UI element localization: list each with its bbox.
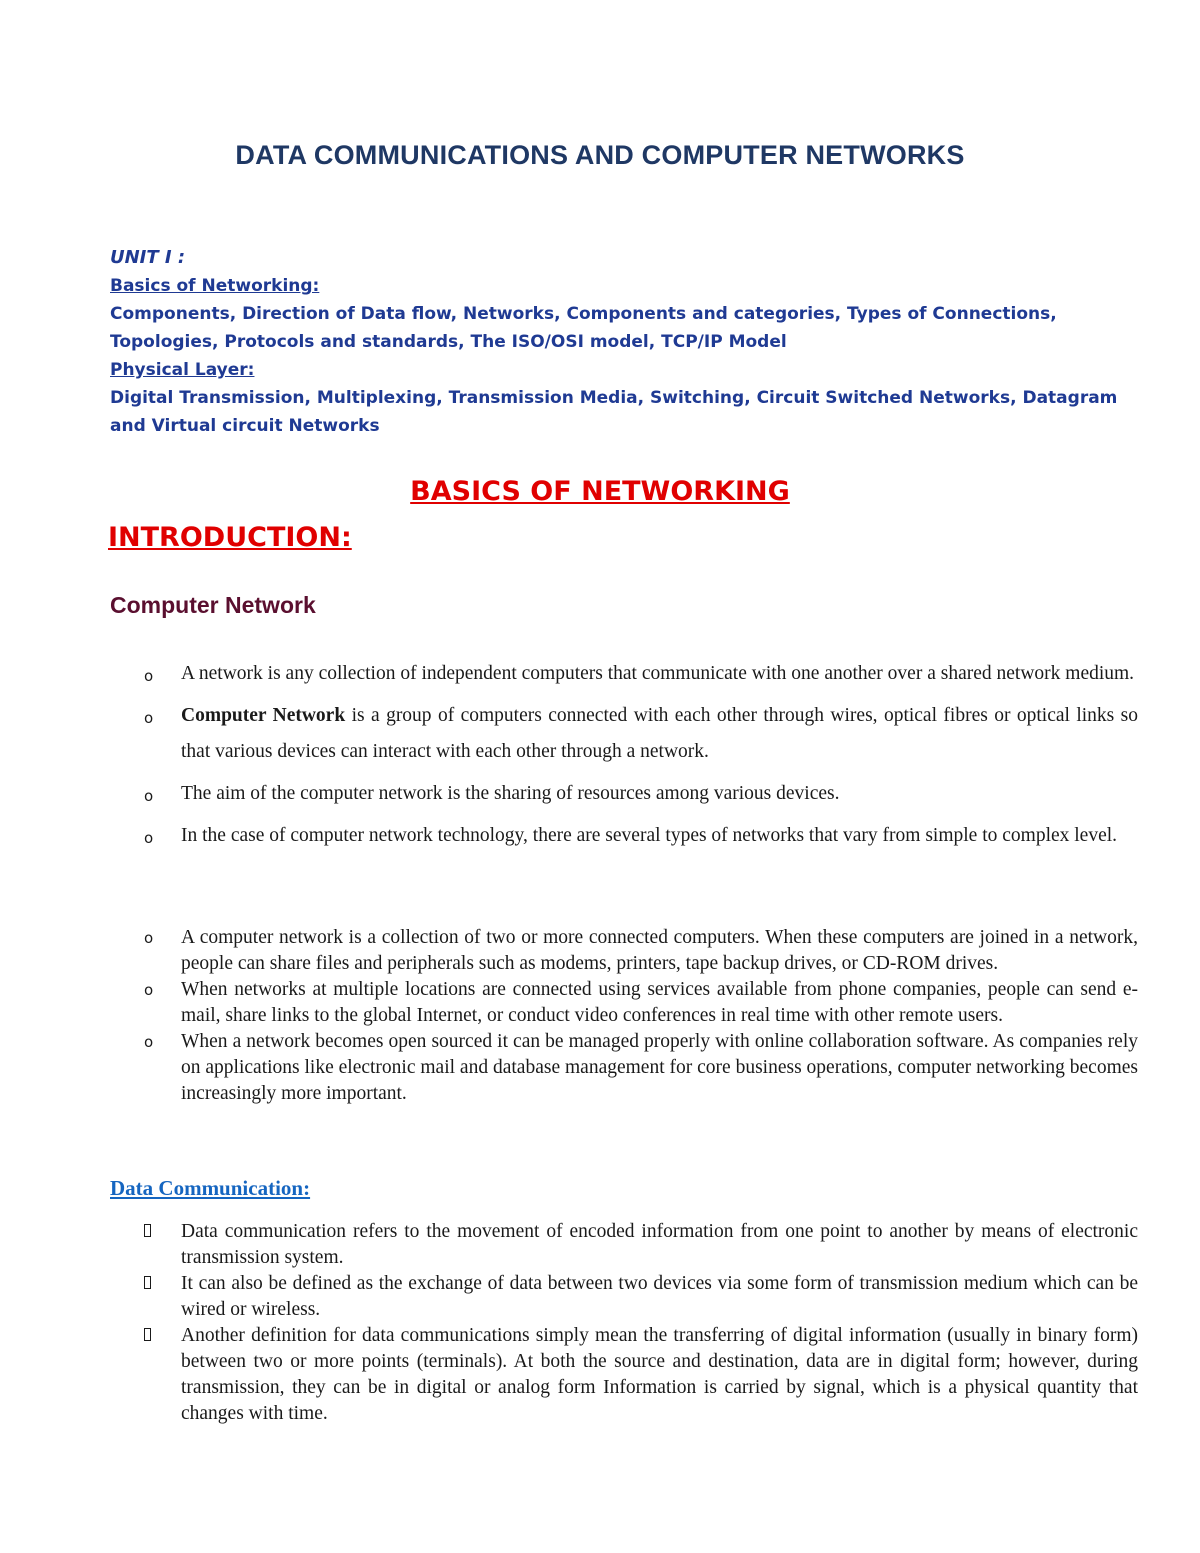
introduction-heading: INTRODUCTION: — [108, 522, 352, 553]
list-item-text: In the case of computer network technology, there are several types of networks that vary from simple to complex level. — [181, 825, 1118, 846]
list-item-text: A computer network is a collection of two or more connected computers. When these computers are joined in a network, people can share files and peripherals such as modems, printers, tape backup drives, or CD-ROM drives. — [181, 927, 1138, 974]
circle-bullet-icon: o — [144, 787, 154, 805]
list-item — [110, 925, 1138, 977]
list-item-text: Data communication refers to the movement of encoded information from one point to another by means of electronic transmission system. — [181, 1221, 1138, 1268]
basics-topics-line-2: Topologies, Protocols and standards, The ISO/OSI model, TCP/IP Model — [110, 332, 787, 352]
list-item — [110, 1271, 1138, 1323]
basics-heading: Basics of Networking: — [110, 276, 320, 296]
unit-label: UNIT I : — [110, 247, 186, 268]
list-item-text: When a network becomes open sourced it can be managed properly with online collaboration software. As companies rely on applications like electronic mail and database management for core business operations, computer networking becomes increasingly more important. — [181, 1031, 1138, 1104]
list-item — [110, 1323, 1138, 1427]
list-item — [110, 698, 1138, 770]
list-item-text: A network is any collection of independent computers that communicate with one another over a shared network medium. — [181, 663, 1135, 684]
circle-bullet-icon: o — [144, 1033, 154, 1051]
data-communication-list — [110, 1219, 1138, 1427]
square-bullet-icon — [144, 1224, 151, 1237]
list-item-text: It can also be defined as the exchange of data between two devices via some form of transmission medium which can be wired or wireless. — [181, 1273, 1138, 1320]
circle-bullet-icon: o — [144, 709, 154, 727]
syllabus-block — [110, 244, 1140, 440]
list-item-text: When networks at multiple locations are connected using services available from phone companies, people can send e-mail, share links to the global Internet, or conduct video conferences in real time with other remote users. — [181, 979, 1138, 1026]
square-bullet-icon — [144, 1276, 151, 1289]
circle-bullet-icon: o — [144, 667, 154, 685]
circle-bullet-icon: o — [144, 929, 154, 947]
list-item — [110, 818, 1138, 854]
list-item — [110, 656, 1138, 692]
computer-network-list-continued — [110, 925, 1138, 1107]
physical-layer-heading: Physical Layer: — [110, 360, 255, 380]
data-communication-heading: Data Communication: — [110, 1176, 311, 1200]
list-item — [110, 1029, 1138, 1107]
list-item-bold-term: Computer Network — [181, 705, 346, 726]
basics-topics-line-1: Components, Direction of Data flow, Networks, Components and categories, Types of Connections, — [110, 304, 1057, 324]
circle-bullet-icon: o — [144, 829, 154, 847]
physical-topics-line-1: Digital Transmission, Multiplexing, Transmission Media, Switching, Circuit Switched Networks, Datagram — [110, 388, 1118, 408]
circle-bullet-icon: o — [144, 981, 154, 999]
computer-network-list — [110, 656, 1138, 860]
list-item — [110, 1219, 1138, 1271]
physical-topics-line-2: and Virtual circuit Networks — [110, 416, 380, 436]
list-item-text: The aim of the computer network is the sharing of resources among various devices. — [181, 783, 840, 804]
list-item — [110, 776, 1138, 812]
square-bullet-icon — [144, 1328, 151, 1341]
list-item-text: is a group of computers connected with each other through wires, optical fibres or optical links so that various devices can interact with each other through a network. — [181, 705, 1138, 762]
document-title: DATA COMMUNICATIONS AND COMPUTER NETWORKS — [235, 140, 965, 170]
list-item-text: Another definition for data communications simply mean the transferring of digital information (usually in binary form) between two or more points (terminals). At both the source and destination, data are in digital form; however, during transmission, they can be in digital or analog form Information is carried by signal, which is a physical quantity that changes with time. — [181, 1325, 1138, 1424]
section-title: BASICS OF NETWORKING — [410, 476, 790, 507]
computer-network-heading: Computer Network — [110, 592, 316, 618]
list-item — [110, 977, 1138, 1029]
